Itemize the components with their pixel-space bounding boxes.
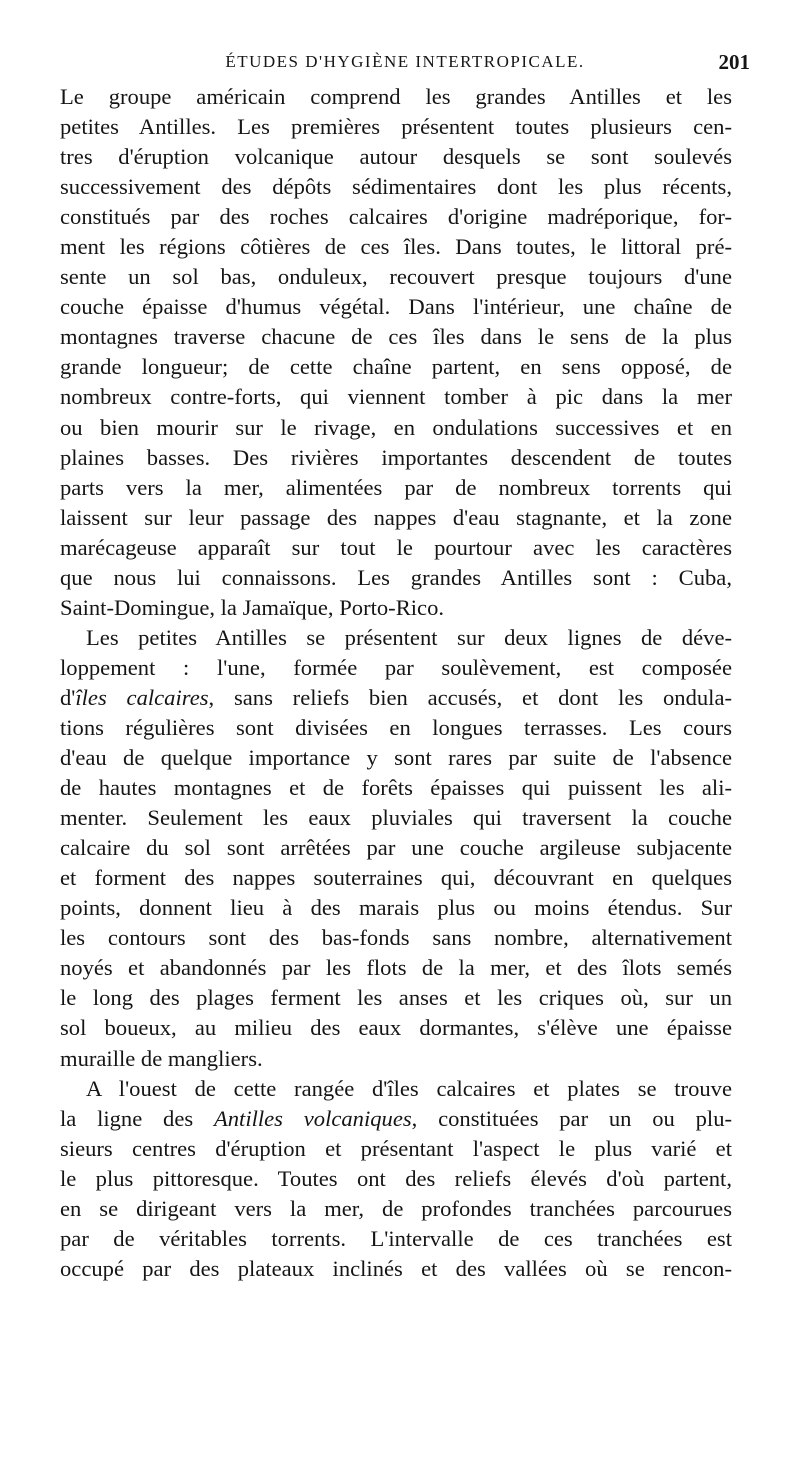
text-line: [60, 803, 732, 833]
text-run: plaines basses. Des rivières importantes descendent de toutes: [60, 444, 732, 470]
running-header: [60, 46, 750, 76]
text-line: [60, 473, 732, 503]
text-run: menter. Seulement les eaux pluviales qui traversent la couche: [60, 805, 732, 831]
text-run: A l'ouest de cette rangée d'îles calcaires et plates se trouve: [86, 1075, 732, 1101]
text-run: , constituées par un ou plu-: [411, 1105, 733, 1131]
page-number: 201: [718, 50, 750, 74]
text-line: [60, 1013, 732, 1043]
body-text: [60, 82, 732, 1284]
text-run: occupé par des plateaux inclinés et des vallées où se rencon-: [60, 1255, 732, 1281]
text-line: [60, 262, 732, 292]
text-line: [60, 443, 732, 473]
text-run: calcaire du sol sont arrêtées par une couche argileuse subjacente: [60, 835, 732, 861]
text-run: , sans reliefs bien accusés, et dont les ondula-: [208, 684, 732, 710]
text-run: sente un sol bas, onduleux, recouvert presque toujours d'une: [60, 264, 732, 290]
text-run: loppement : l'une, formée par soulèvement, est composée: [60, 654, 732, 680]
text-run: par de véritables torrents. L'intervalle de ces tranchées est: [60, 1225, 732, 1251]
text-run: et forment des nappes souterraines qui, découvrant en quelques: [60, 865, 732, 891]
text-run: noyés et abandonnés par les flots de la mer, et des îlots semés: [60, 955, 732, 981]
text-line: [60, 923, 732, 953]
text-run: sieurs centres d'éruption et présentant l'aspect le plus varié et: [60, 1135, 732, 1161]
text-line: [60, 322, 732, 352]
text-line: [60, 1224, 732, 1254]
text-line: [60, 683, 732, 713]
text-run: que nous lui connaissons. Les grandes Antilles sont : Cuba,: [60, 564, 732, 590]
text-run: tions régulières sont divisées en longues terrasses. Les cours: [60, 714, 732, 740]
text-line: [60, 983, 732, 1013]
text-run: la ligne des: [60, 1105, 214, 1131]
text-line: [60, 1044, 732, 1074]
text-line: [60, 142, 732, 172]
text-run: Le groupe américain comprend les grandes Antilles et les: [60, 84, 732, 109]
text-run: le long des plages ferment les anses et les criques où, sur un: [60, 985, 732, 1011]
text-line: [60, 112, 732, 142]
text-line: [60, 893, 732, 923]
text-run: ou bien mourir sur le rivage, en ondulations successives et en: [60, 414, 732, 440]
text-run: muraille de mangliers.: [60, 1045, 263, 1071]
text-run: Les petites Antilles se présentent sur deux lignes de déve-: [86, 624, 732, 650]
text-line: [60, 172, 732, 202]
text-run: tres d'éruption volcanique autour desquels se sont soulevés: [60, 144, 732, 170]
text-line: [60, 713, 732, 743]
text-line: [60, 533, 732, 563]
text-run: sol boueux, au milieu des eaux dormantes, s'élève une épaisse: [60, 1015, 732, 1041]
text-run: parts vers la mer, alimentées par de nombreux torrents qui: [60, 474, 732, 500]
italic-text: îles calcaires: [75, 684, 209, 710]
text-run: d': [60, 684, 76, 710]
text-run: montagnes traverse chacune de ces îles dans le sens de la plus: [60, 324, 732, 350]
text-run: grande longueur; de cette chaîne partent, en sens opposé, de: [60, 354, 732, 380]
text-line: [60, 292, 732, 322]
text-run: les contours sont des bas-fonds sans nombre, alternativement: [60, 925, 732, 951]
text-line: [60, 953, 732, 983]
text-line: [60, 1164, 732, 1194]
text-line: [60, 82, 732, 112]
text-line: [60, 1104, 732, 1134]
text-run: points, donnent lieu à des marais plus ou moins étendus. Sur: [60, 895, 732, 921]
text-run: marécageuse apparaît sur tout le pourtour avec les caractères: [60, 534, 732, 560]
text-run: Saint-Domingue, la Jamaïque, Porto-Rico.: [60, 594, 445, 620]
text-line: [60, 352, 732, 382]
text-line: [60, 863, 732, 893]
text-run: successivement des dépôts sédimentaires dont les plus récents,: [60, 174, 732, 200]
text-line: [60, 623, 732, 653]
text-run: laissent sur leur passage des nappes d'eau stagnante, et la zone: [60, 504, 732, 530]
text-run: le plus pittoresque. Toutes ont des reliefs élevés d'où partent,: [60, 1165, 732, 1191]
text-line: [60, 1074, 732, 1104]
text-line: [60, 1194, 732, 1224]
text-run: d'eau de quelque importance y sont rares par suite de l'absence: [60, 745, 732, 771]
text-run: en se dirigeant vers la mer, de profondes tranchées parcourues: [60, 1195, 732, 1221]
italic-text: Antilles volcaniques: [213, 1105, 412, 1131]
text-line: [60, 773, 732, 803]
text-line: [60, 202, 732, 232]
text-run: constitués par des roches calcaires d'origine madréporique, for-: [60, 204, 732, 230]
text-line: [60, 743, 732, 773]
text-line: [60, 833, 732, 863]
text-line: [60, 413, 732, 443]
running-title: ÉTUDES D'HYGIÈNE INTERTROPICALE.: [225, 52, 585, 71]
text-line: [60, 1134, 732, 1164]
text-line: [60, 382, 732, 412]
text-line: [60, 653, 732, 683]
text-line: [60, 563, 732, 593]
text-line: [60, 1254, 732, 1284]
text-line: [60, 503, 732, 533]
text-line: [60, 232, 732, 262]
text-run: de hautes montagnes et de forêts épaisses qui puissent les ali-: [60, 775, 732, 801]
text-line: [60, 593, 732, 623]
text-run: petites Antilles. Les premières présentent toutes plusieurs cen-: [60, 114, 732, 140]
text-run: nombreux contre-forts, qui viennent tomber à pic dans la mer: [60, 384, 732, 410]
text-run: couche épaisse d'humus végétal. Dans l'intérieur, une chaîne de: [60, 294, 732, 320]
text-run: ment les régions côtières de ces îles. Dans toutes, le littoral pré-: [60, 234, 732, 260]
